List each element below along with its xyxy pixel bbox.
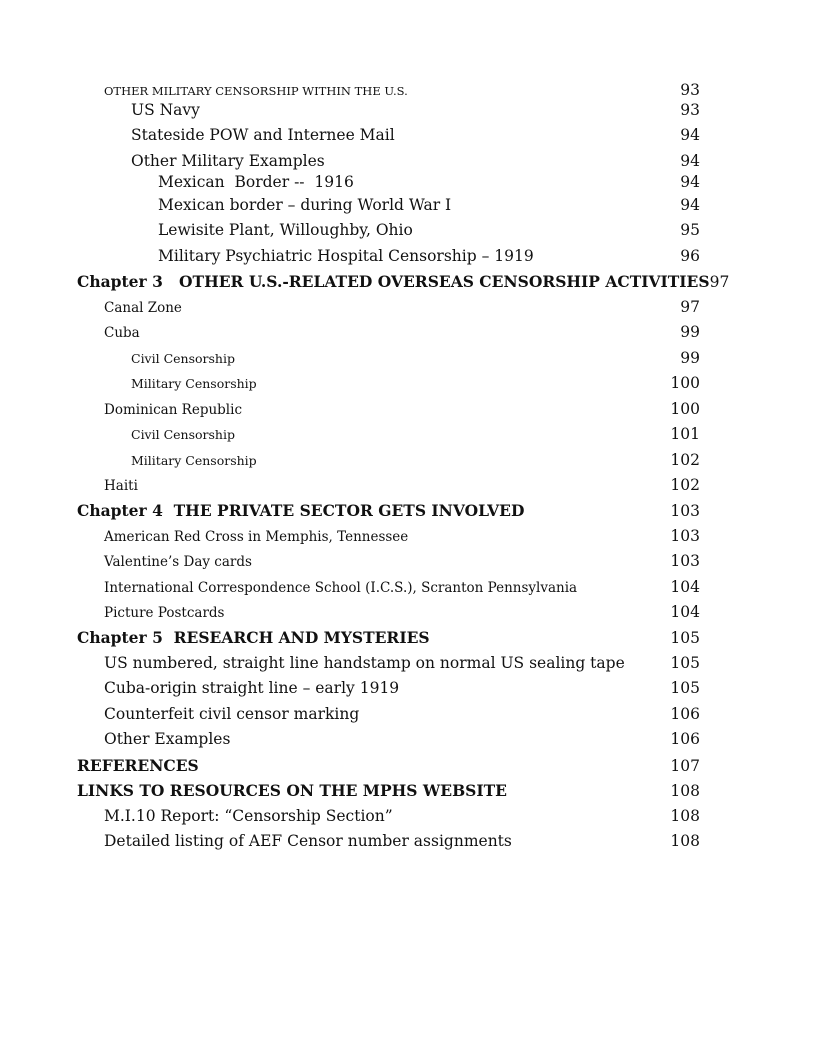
- toc-entry-title: Military Psychiatric Hospital Censorship – 1919: [158, 247, 534, 265]
- toc-chapter-heading: [77, 756, 700, 775]
- toc-entry-page: 96: [680, 247, 700, 265]
- toc-entry-page: 102: [670, 476, 700, 494]
- toc-entry-title: Canal Zone: [104, 300, 182, 316]
- toc-entry-title: Military Censorship: [131, 453, 257, 468]
- toc-entry-page: 106: [670, 730, 700, 748]
- toc-entry-page: 103: [670, 552, 700, 570]
- toc-entry: [104, 323, 700, 341]
- toc-entry-title: Military Censorship: [131, 376, 257, 391]
- toc-entry-page: 105: [670, 654, 700, 672]
- toc-entry-title: OTHER MILITARY CENSORSHIP WITHIN THE U.S.: [104, 84, 408, 98]
- toc-entry-page: 108: [670, 832, 700, 850]
- toc-entry-title: US Navy: [131, 101, 200, 119]
- toc-entry-page: 94: [680, 152, 700, 170]
- toc-entry-title: Chapter 4 THE PRIVATE SECTOR GETS INVOLVED: [77, 501, 525, 520]
- toc-entry-page: 94: [680, 126, 700, 144]
- toc-entry-title: Mexican Border -- 1916: [158, 173, 354, 191]
- toc-entry-title: Chapter 3 OTHER U.S.-RELATED OVERSEAS CENSORSHIP ACTIVITIES: [77, 272, 710, 291]
- toc-entry-title: LINKS TO RESOURCES ON THE MPHS WEBSITE: [77, 781, 507, 800]
- toc-entry-page: 104: [670, 578, 700, 596]
- toc-chapter-heading: [77, 781, 700, 800]
- toc-entry: [104, 832, 700, 850]
- toc-entry-page: 94: [680, 196, 700, 214]
- toc-entry-title: REFERENCES: [77, 756, 199, 775]
- toc-entry-page: 97: [680, 298, 700, 316]
- toc-entry-page: 102: [670, 451, 700, 469]
- toc-entry-title: M.I.10 Report: “Censorship Section”: [104, 807, 393, 825]
- toc-entry: [131, 451, 700, 469]
- toc-entry-title: Civil Censorship: [131, 351, 235, 366]
- toc-entry-title: Lewisite Plant, Willoughby, Ohio: [158, 221, 413, 239]
- toc-entry: [104, 298, 700, 316]
- toc-entry-title: Valentine’s Day cards: [104, 554, 252, 570]
- toc-entry-title: Picture Postcards: [104, 605, 225, 621]
- toc-entry-title: Dominican Republic: [104, 402, 243, 418]
- toc-chapter-heading: [77, 272, 730, 291]
- toc-entry-page: 103: [670, 502, 700, 520]
- toc-entry: [158, 173, 700, 191]
- toc-entry-page: 106: [670, 705, 700, 723]
- toc-entry: [158, 221, 700, 239]
- toc-entry-page: 107: [670, 757, 700, 775]
- toc-entry-page: 99: [680, 323, 700, 341]
- toc-entry-title: Civil Censorship: [131, 427, 235, 442]
- toc-entry-title: Other Military Examples: [131, 152, 325, 170]
- toc-entry-title: Cuba-origin straight line – early 1919: [104, 679, 400, 697]
- toc-entry: [131, 374, 700, 392]
- toc-entry-title: US numbered, straight line handstamp on normal US sealing tape: [104, 654, 625, 672]
- toc-entry-page: 94: [680, 173, 700, 191]
- toc-entry: [104, 679, 700, 697]
- toc-entry-page: 95: [680, 221, 700, 239]
- toc-entry: [104, 603, 700, 621]
- toc-entry-title: Detailed listing of AEF Censor number assignments: [104, 832, 512, 850]
- toc-entry-page: 101: [670, 425, 700, 443]
- toc-chapter-heading: [77, 501, 700, 520]
- toc-entry-page: 100: [670, 374, 700, 392]
- toc-entry-title: Stateside POW and Internee Mail: [131, 126, 395, 144]
- toc-chapter-heading: [77, 628, 700, 647]
- toc-entry-title: American Red Cross in Memphis, Tennessee: [104, 529, 409, 545]
- toc-entry: [104, 705, 700, 723]
- toc-entry: [104, 400, 700, 418]
- toc-entry-page: 103: [670, 527, 700, 545]
- toc-entry: [131, 349, 700, 367]
- toc-entry: [158, 196, 700, 214]
- toc-entry-page: 100: [670, 400, 700, 418]
- toc-entry-page: 108: [670, 807, 700, 825]
- toc-entry-title: Chapter 5 RESEARCH AND MYSTERIES: [77, 628, 430, 647]
- toc-entry: [104, 81, 700, 99]
- toc-entry-title: Mexican border – during World War I: [158, 196, 452, 214]
- toc-entry: [104, 476, 700, 494]
- toc-entry: [104, 578, 700, 596]
- toc-entry-title: International Correspondence School (I.C.S.), Scranton Pennsylvania: [104, 580, 578, 596]
- toc-entry-page: 104: [670, 603, 700, 621]
- toc-entry-page: 105: [670, 629, 700, 647]
- toc-entry-page: 105: [670, 679, 700, 697]
- toc-entry-title: Cuba: [104, 325, 140, 341]
- toc-entry: [131, 126, 700, 144]
- toc-entry: [158, 247, 700, 265]
- toc-entry-page: 99: [680, 349, 700, 367]
- toc-entry: [104, 807, 700, 825]
- toc-entry-page: 93: [680, 101, 700, 119]
- toc-entry-page: 93: [680, 81, 700, 99]
- toc-entry: [104, 730, 700, 748]
- toc-entry: [131, 152, 700, 170]
- toc-entry: [131, 101, 700, 119]
- toc-entry: [104, 552, 700, 570]
- toc-entry-title: Counterfeit civil censor marking: [104, 705, 360, 723]
- toc-entry: [131, 425, 700, 443]
- toc-entry-page: 108: [670, 782, 700, 800]
- toc-entry: [104, 527, 700, 545]
- toc-entry: [104, 654, 700, 672]
- toc-entry-page: 97: [709, 273, 730, 291]
- toc-entry-title: Other Examples: [104, 730, 231, 748]
- toc-entry-title: Haiti: [104, 478, 138, 494]
